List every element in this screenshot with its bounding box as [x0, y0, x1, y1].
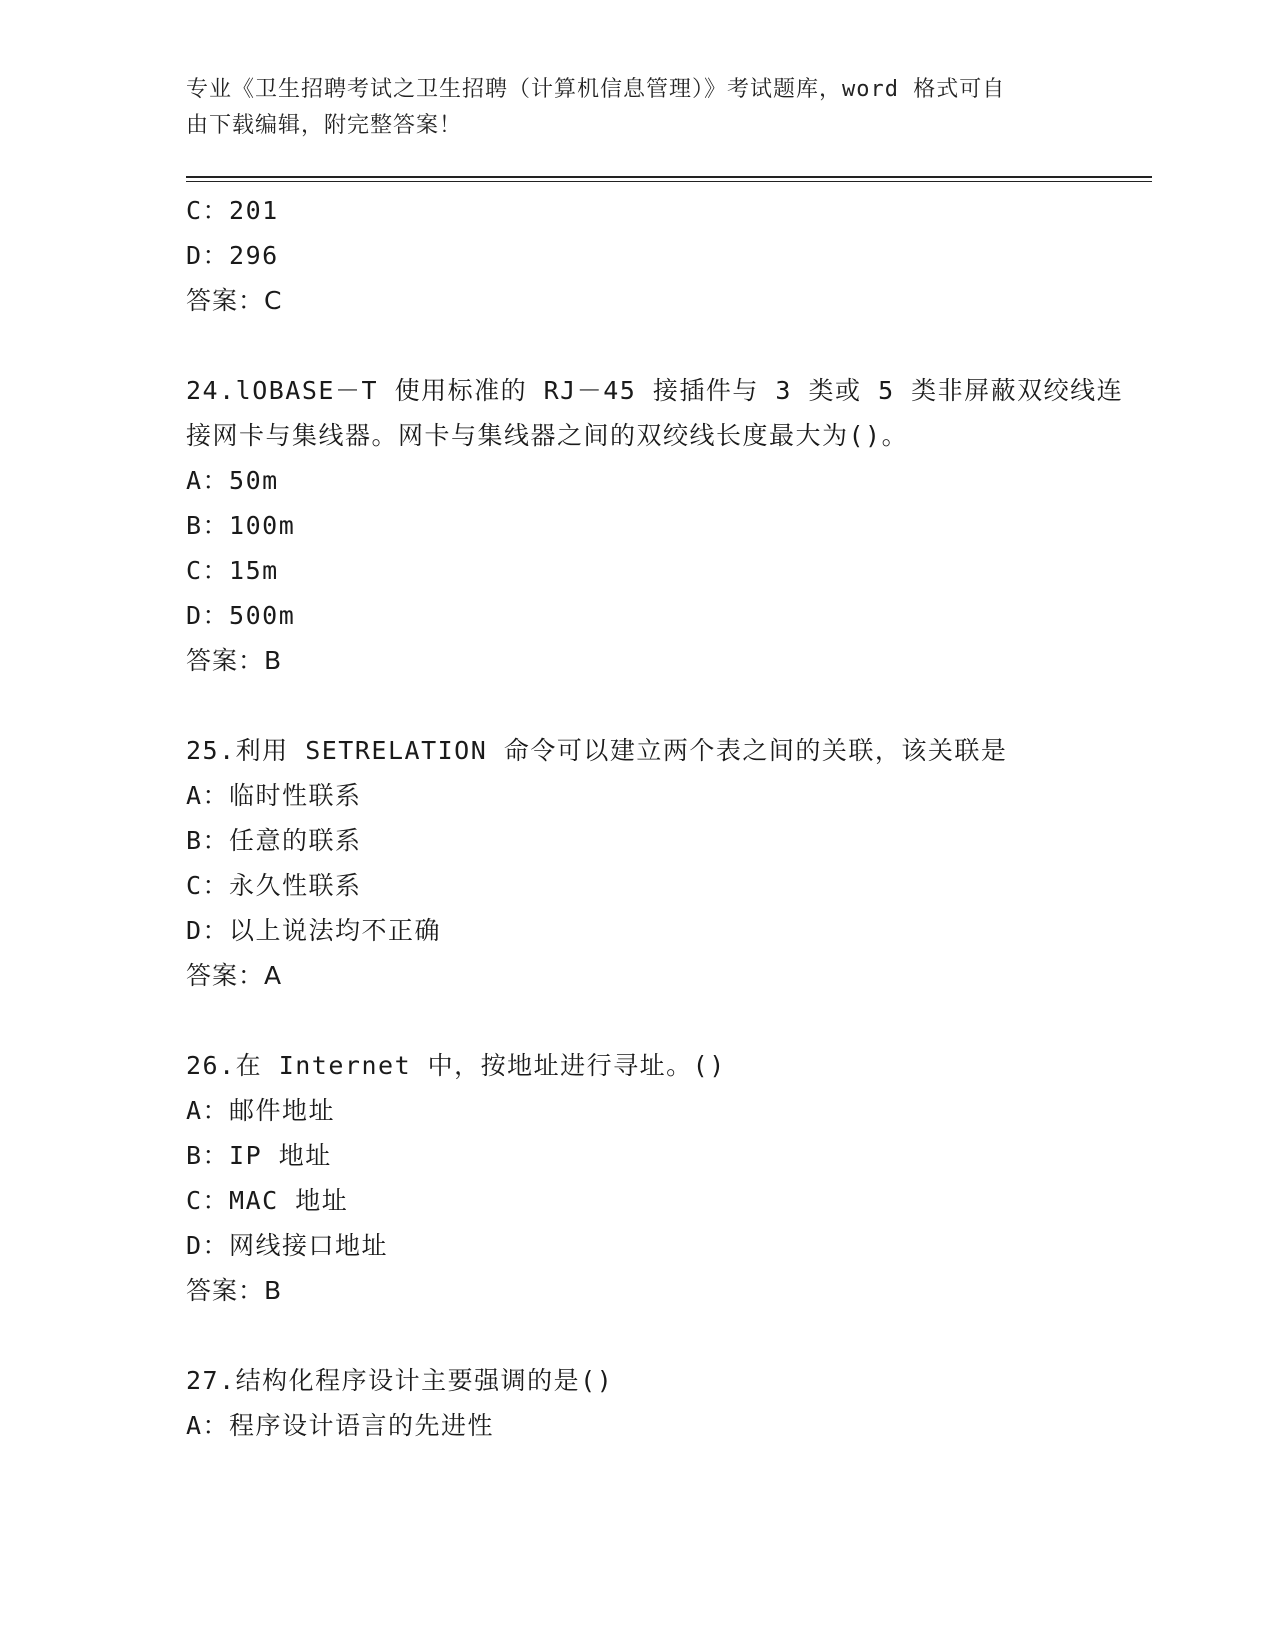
- question-23-fragment: [186, 188, 1126, 323]
- answer-line: 答案：B: [186, 646, 283, 675]
- option-c: C：201: [186, 196, 279, 225]
- question-text-cont: 接网卡与集线器。网卡与集线器之间的双绞线长度最大为()。: [186, 421, 909, 450]
- option-a: A：邮件地址: [186, 1096, 336, 1125]
- document-header: [186, 72, 1066, 144]
- option-c: C：MAC 地址: [186, 1186, 349, 1215]
- answer-line: 答案：B: [186, 1276, 283, 1305]
- option-d: D：500m: [186, 601, 296, 630]
- question-text: 27.结构化程序设计主要强调的是(): [186, 1366, 614, 1395]
- option-a: A：程序设计语言的先进性: [186, 1411, 495, 1440]
- option-d: D：以上说法均不正确: [186, 916, 442, 945]
- header-line-1: 专业《卫生招聘考试之卫生招聘（计算机信息管理）》考试题库，word 格式可自: [186, 77, 1006, 102]
- question-text: 26.在 Internet 中，按地址进行寻址。(): [186, 1051, 726, 1080]
- question-text: 24.lOBASE－T 使用标准的 RJ－45 接插件与 3 类或 5 类非屏蔽双绞线连: [186, 376, 1124, 405]
- document-body: [186, 188, 1126, 1448]
- option-a: A：50m: [186, 466, 279, 495]
- header-divider: [186, 176, 1152, 182]
- option-d: D：网线接口地址: [186, 1231, 389, 1260]
- spacer: [186, 323, 1126, 368]
- option-b: B：任意的联系: [186, 826, 362, 855]
- question-24: [186, 368, 1126, 683]
- option-b: B：100m: [186, 511, 296, 540]
- option-c: C：永久性联系: [186, 871, 362, 900]
- spacer: [186, 998, 1126, 1043]
- option-b: B：IP 地址: [186, 1141, 332, 1170]
- question-27: [186, 1358, 1126, 1448]
- option-d: D：296: [186, 241, 279, 270]
- question-text: 25.利用 SETRELATION 命令可以建立两个表之间的关联，该关联是: [186, 736, 1008, 765]
- question-26: [186, 1043, 1126, 1313]
- question-25: [186, 728, 1126, 998]
- spacer: [186, 683, 1126, 728]
- option-c: C：15m: [186, 556, 279, 585]
- answer-line: 答案：A: [186, 961, 283, 990]
- spacer: [186, 1313, 1126, 1358]
- answer-line: 答案：C: [186, 286, 283, 315]
- option-a: A：临时性联系: [186, 781, 362, 810]
- header-line-2: 由下载编辑，附完整答案！: [186, 113, 463, 138]
